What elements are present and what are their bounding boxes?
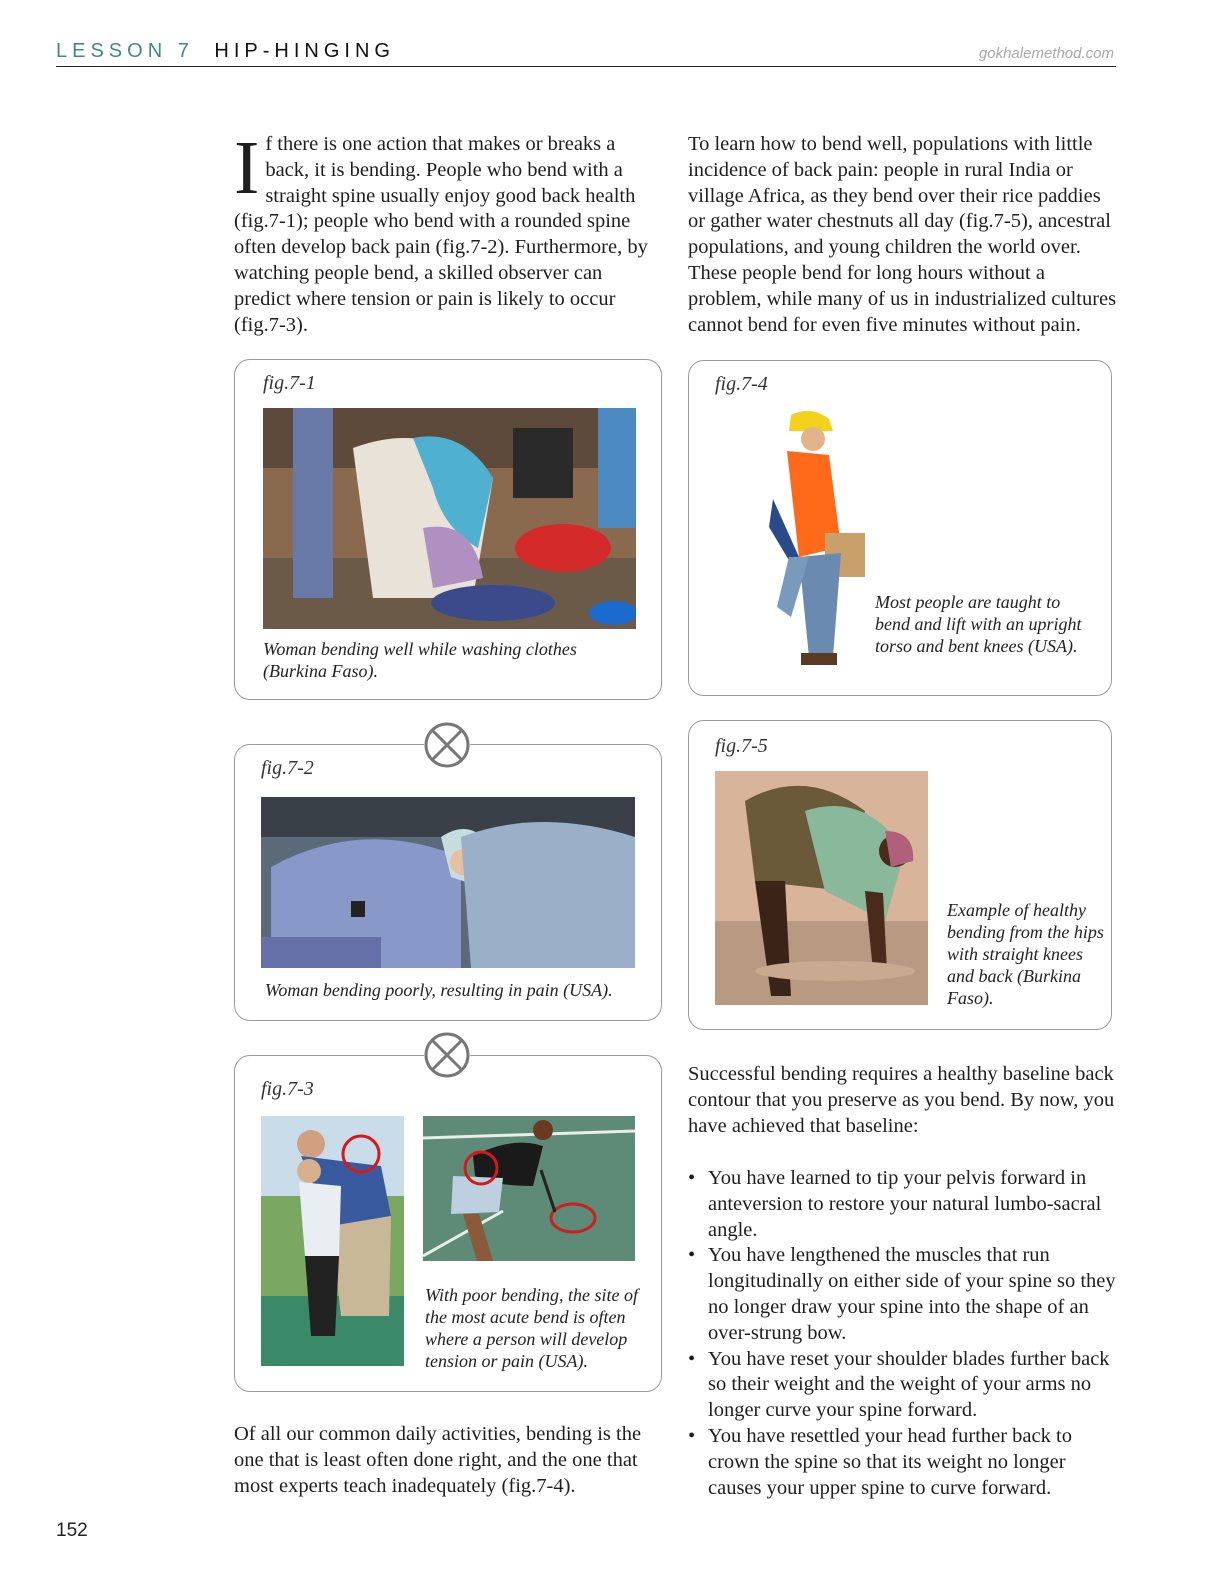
- figure-caption: Most people are taught to bend and lift with an upright torso and bent knees (USA).: [875, 592, 1082, 656]
- figure-label: fig.7-3: [261, 1078, 314, 1100]
- running-header: [56, 40, 395, 63]
- figure-caption: Woman bending well while washing clothes (Burkina Faso).: [263, 639, 577, 681]
- bullet-dot: •: [688, 1244, 696, 1267]
- lesson-title: HIP-HINGING: [214, 40, 395, 62]
- prohibited-icon: [424, 1032, 470, 1078]
- figure-label: fig.7-4: [715, 373, 768, 395]
- figure-label: fig.7-5: [715, 735, 768, 757]
- figure-card-7-3: [234, 1055, 662, 1392]
- bullet-text: You have resettled your head further back to crown the spine so that its weight no longer causes your upper spine to curve forward.: [708, 1424, 1072, 1499]
- bullet-dot: •: [688, 1424, 696, 1447]
- photo-woman-bending-in-water: [715, 771, 928, 1005]
- figure-card-7-4: [688, 360, 1112, 696]
- page-number: 152: [56, 1520, 88, 1541]
- bullet-text: You have lengthened the muscles that run longitudinally on either side of your spine so they no longer draw your spine into the shape of an over-strung bow.: [708, 1244, 1116, 1344]
- baseline-bullet-list: [688, 1166, 1118, 1501]
- list-item: [688, 1166, 1118, 1243]
- right-intro-paragraph: To learn how to bend well, populations with little incidence of back pain: people in rural India or village Africa, as they bend over their rice paddies or gather water chestnuts all day (fig.7-5), ancestral populations, and young children the world over. These people bend for long hours without a problem, while many of us in industrialized cultures cannot bend for even five minutes without pain.: [688, 133, 1117, 336]
- intro-paragraph: [234, 126, 654, 338]
- photo-golfers-bending: [261, 1116, 404, 1366]
- photo-worker-lifting-box: [729, 407, 869, 672]
- header-rule: [56, 66, 1116, 67]
- figure-caption: With poor bending, the site of the most acute bend is often where a person will develop tension or pain (USA).: [425, 1285, 638, 1371]
- figure-label: fig.7-2: [261, 757, 314, 779]
- photo-tennis-player-bending: [423, 1116, 635, 1261]
- figure-caption: Woman bending poorly, resulting in pain (USA).: [265, 980, 613, 1000]
- drop-cap: I: [234, 126, 260, 210]
- figure-card-7-1: [234, 359, 662, 700]
- bullet-text: You have learned to tip your pelvis forward in anteversion to restore your natural lumbo-sacral angle.: [708, 1167, 1102, 1241]
- bullet-text: You have reset your shoulder blades further back so their weight and the weight of your arms no longer curve your spine forward.: [708, 1347, 1110, 1422]
- bullet-dot: •: [688, 1347, 696, 1370]
- photo-woman-washing-clothes: [263, 408, 636, 629]
- figure-label: fig.7-1: [263, 372, 316, 394]
- bottom-left-paragraph: Of all our common daily activities, bending is the one that is least often done right, and the one that most experts teach inadequately (fig.7-4).: [234, 1423, 642, 1497]
- lesson-number: LESSON 7: [56, 40, 194, 62]
- list-item: [688, 1347, 1118, 1424]
- figure-caption: Example of healthy bending from the hips with straight knees and back (Burkina Faso).: [947, 900, 1104, 1008]
- figure-card-7-2: [234, 744, 662, 1021]
- bullet-dot: •: [688, 1167, 696, 1189]
- website-url: gokhalemethod.com: [978, 45, 1114, 62]
- figure-card-7-5: [688, 720, 1112, 1030]
- intro-text: f there is one action that makes or breaks a back, it is bending. People who bend with a straight spine usually enjoy good back health (fig.7-1); people who bend with a rounded spine often develop back pain (fig.7-2). Furthermore, by watching people bend, a skilled observer can predict where tension or pain is likely to occur (fig.7-3).: [234, 133, 648, 336]
- list-item: [688, 1243, 1118, 1346]
- photo-nurse-bending: [261, 797, 635, 968]
- prohibited-icon: [424, 722, 470, 768]
- successful-bending-paragraph: Successful bending requires a healthy baseline back contour that you preserve as you bend. By now, you have achieved that baseline:: [688, 1063, 1115, 1137]
- list-item: [688, 1424, 1118, 1501]
